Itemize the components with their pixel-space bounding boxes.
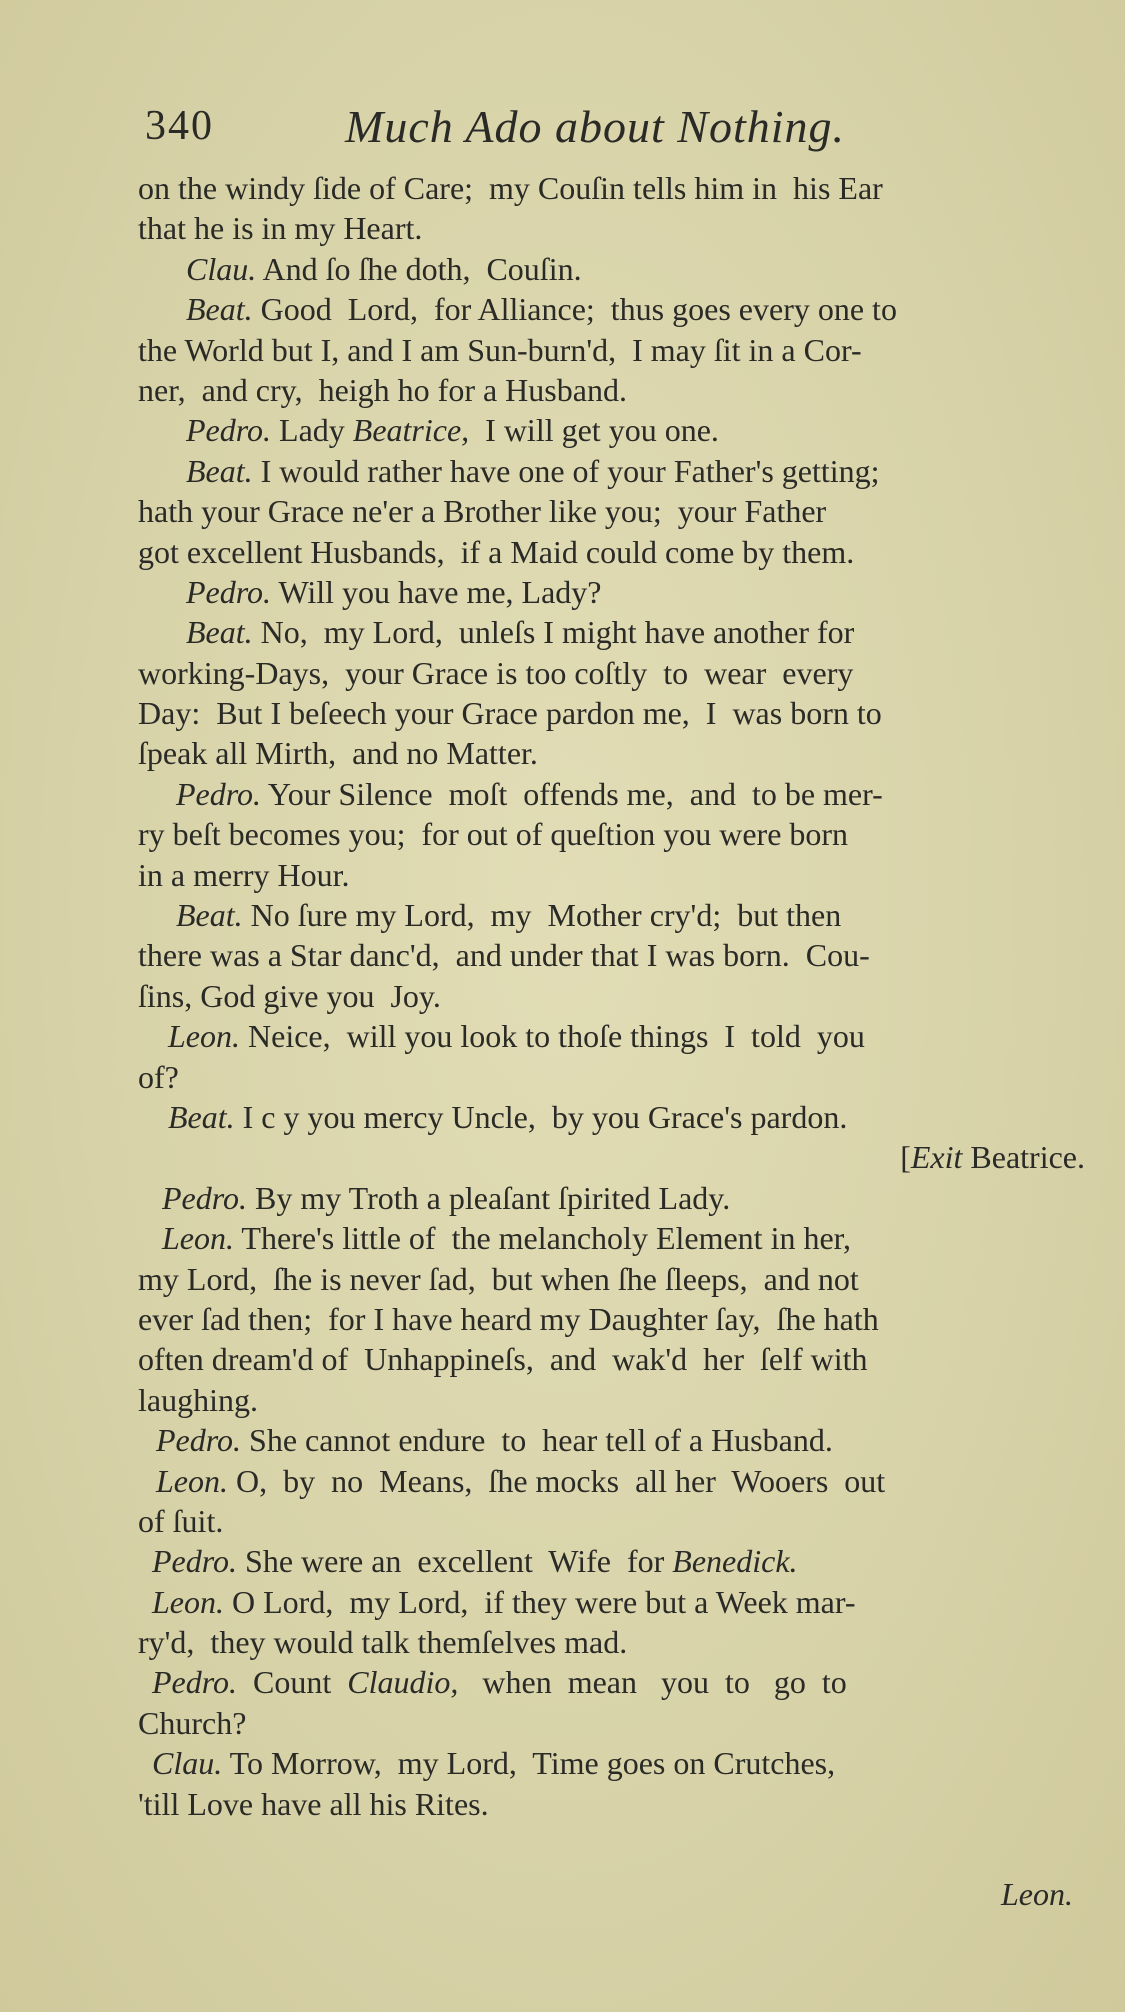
text-segment: my Lord, ſhe is never ſad, but when ſhe ſleeps, and not	[138, 1260, 859, 1297]
text-line	[138, 855, 1085, 895]
text-segment: Lady	[271, 412, 353, 449]
text-segment: Neice, will you look to thoſe things I told you	[240, 1018, 865, 1055]
text-segment: By my Troth a pleaſant ſpirited Lady.	[247, 1179, 731, 1216]
text-line	[138, 612, 1085, 652]
text-line	[138, 572, 1085, 612]
text-segment: ry beſt becomes you; for out of queſtion you were born	[138, 816, 849, 853]
text-line	[138, 1299, 1085, 1339]
speaker-name: Pedro.	[156, 1422, 242, 1459]
text-line	[138, 249, 1085, 289]
text-line	[138, 370, 1085, 410]
text-segment: ſins, God give you Joy.	[138, 977, 441, 1014]
text-line	[138, 653, 1085, 693]
text-line	[138, 1057, 1085, 1097]
text-line	[138, 1582, 1085, 1622]
text-line	[138, 451, 1085, 491]
text-segment: of?	[138, 1058, 179, 1095]
page-header	[145, 100, 1045, 160]
text-line	[138, 168, 1085, 208]
speaker-name: Clau.	[152, 1745, 223, 1782]
running-title: Much Ado about Nothing.	[345, 101, 846, 152]
text-segment: hath your Grace ne'er a Brother like you; your Father	[138, 493, 827, 530]
text-line	[138, 1461, 1085, 1501]
speaker-name: Pedro.	[176, 775, 262, 812]
speaker-name: Clau.	[186, 250, 257, 287]
text-line	[138, 1541, 1085, 1581]
text-line	[138, 1784, 1085, 1824]
text-line	[138, 1218, 1085, 1258]
speaker-name: Pedro.	[152, 1543, 238, 1580]
text-segment: No ſure my Lord, my Mother cry'd; but then	[242, 897, 842, 934]
text-segment: I would rather have one of your Father's getting;	[252, 452, 880, 489]
text-segment: Will you have me, Lady?	[271, 573, 602, 610]
text-line	[138, 208, 1085, 248]
text-line	[138, 733, 1085, 773]
text-line	[138, 491, 1085, 531]
text-line	[138, 1016, 1085, 1056]
text-line	[138, 774, 1085, 814]
text-segment: working-Days, your Grace is too coſtly to wear every	[138, 654, 854, 691]
speaker-name: Beat.	[186, 291, 253, 328]
text-segment: Good Lord, for Alliance; thus goes every one to	[252, 291, 897, 328]
text-line	[138, 1380, 1085, 1420]
text-segment: She were an excellent Wife for	[237, 1543, 673, 1580]
text-segment: Church?	[138, 1704, 247, 1741]
speaker-name: Leon.	[152, 1583, 224, 1620]
text-segment: She cannot endure to hear tell of a Husband.	[241, 1422, 833, 1459]
text-segment: And ſo ſhe doth, Couſin.	[256, 250, 582, 287]
text-line	[138, 1339, 1085, 1379]
text-segment: Day: But I beſeech your Grace pardon me, I was born to	[138, 695, 882, 732]
text-segment: the World but I, and I am Sun-burn'd, I may ſit in a Cor-	[138, 331, 862, 368]
text-segment: O Lord, my Lord, if they were but a Week mar-	[224, 1583, 856, 1620]
text-segment: of ſuit.	[138, 1502, 224, 1539]
catchword: Leon.	[1001, 1876, 1073, 1912]
text-segment: Exit	[910, 1139, 963, 1176]
text-line	[138, 935, 1085, 975]
speaker-name: Beat.	[168, 1098, 235, 1135]
speaker-name: Beat.	[186, 614, 253, 651]
text-line	[138, 1501, 1085, 1541]
text-segment: Your Silence moſt offends me, and to be mer-	[261, 775, 883, 812]
text-line	[138, 693, 1085, 733]
text-line	[138, 1259, 1085, 1299]
text-segment: laughing.	[138, 1381, 258, 1418]
text-line	[138, 1420, 1085, 1460]
text-line	[138, 895, 1085, 935]
text-segment: Beatrice,	[352, 412, 470, 449]
text-segment: Count	[237, 1664, 348, 1701]
speaker-name: Leon.	[156, 1462, 228, 1499]
text-segment: ry'd, they would talk themſelves mad.	[138, 1624, 628, 1661]
text-line	[138, 532, 1085, 572]
text-segment: [	[900, 1139, 911, 1176]
text-line	[138, 330, 1085, 370]
text-segment: I c y you mercy Uncle, by you Grace's pardon.	[234, 1098, 848, 1135]
text-segment: I will get you one.	[469, 412, 719, 449]
speaker-name: Pedro.	[152, 1664, 238, 1701]
text-segment: when mean you to go to	[458, 1664, 847, 1701]
text-line	[138, 410, 1085, 450]
text-segment: on the windy ſide of Care; my Couſin tells him in his Ear	[138, 170, 883, 206]
text-line	[138, 1703, 1085, 1743]
speaker-name: Pedro.	[186, 573, 272, 610]
text-line	[138, 1743, 1085, 1783]
play-text	[138, 168, 1085, 1824]
text-segment: ner, and cry, heigh ho for a Husband.	[138, 371, 627, 408]
text-segment: To Morrow, my Lord, Time goes on Crutches,	[222, 1745, 836, 1782]
speaker-name: Leon.	[168, 1018, 240, 1055]
speaker-name: Pedro.	[186, 412, 272, 449]
text-segment: there was a Star danc'd, and under that I was born. Cou-	[138, 937, 870, 974]
text-line	[138, 1097, 1085, 1137]
text-line	[138, 289, 1085, 329]
text-segment: O, by no Means, ſhe mocks all her Wooers out	[228, 1462, 886, 1499]
text-line	[138, 976, 1085, 1016]
text-segment: got excellent Husbands, if a Maid could come by them.	[138, 533, 855, 570]
text-segment: in a merry Hour.	[138, 856, 350, 893]
speaker-name: Beat.	[186, 452, 253, 489]
speaker-name: Pedro.	[162, 1179, 248, 1216]
speaker-name: Leon.	[162, 1220, 234, 1257]
text-line	[138, 1137, 1085, 1177]
text-segment: ſpeak all Mirth, and no Matter.	[138, 735, 538, 772]
text-line	[138, 1662, 1085, 1702]
text-segment: ever ſad then; for I have heard my Daughter ſay, ſhe hath	[138, 1300, 879, 1337]
text-line	[138, 1622, 1085, 1662]
text-segment: 'till Love have all his Rites.	[138, 1785, 489, 1822]
speaker-name: Beat.	[176, 897, 243, 934]
text-line	[138, 1178, 1085, 1218]
text-segment: that he is in my Heart.	[138, 210, 423, 247]
text-segment: No, my Lord, unleſs I might have another for	[252, 614, 855, 651]
text-segment: often dream'd of Unhappineſs, and wak'd her ſelf with	[138, 1341, 868, 1378]
text-line	[138, 814, 1085, 854]
text-segment: There's little of the melancholy Element in her,	[234, 1220, 852, 1257]
page-number: 340	[145, 103, 214, 149]
text-segment: Beatrice.	[962, 1139, 1085, 1176]
text-segment: Benedick.	[672, 1543, 798, 1580]
text-segment: Claudio,	[347, 1664, 459, 1701]
